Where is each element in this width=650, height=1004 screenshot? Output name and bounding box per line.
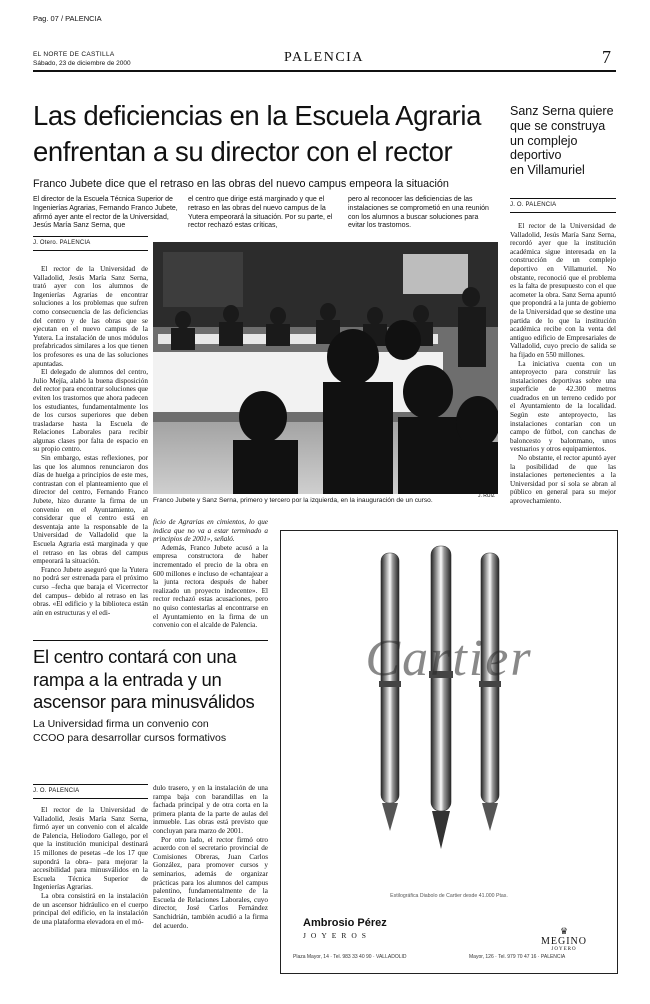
main-byline-rule-2: [33, 250, 148, 251]
pens-illustration: [281, 531, 617, 891]
second-headline-line: rampa a la entrada y un: [33, 668, 222, 690]
page-number: 7: [602, 47, 611, 67]
main-headline-line2: enfrentan a su director con el rector: [33, 136, 453, 167]
shop2-sub: JOYERO: [551, 947, 577, 952]
paragraph: dulo trasero, y en la instalación de una rampa baja con barandillas en la fachada principal y de otra corta en la primera planta de la parte de aulas del inmueble. Las obras está previsto que concluyan para marzo de 2001.: [153, 784, 268, 835]
shop1-logo: [303, 917, 387, 940]
photo-credit: J. RUIZ: [478, 493, 495, 499]
main-headline-line1: Las deficiencias en la Escuela Agraria: [33, 100, 481, 131]
paragraph: Sin embargo, estas reflexiones, por las que los alumnos renunciaron dos días de huelga a principios de este mes, contrastan con el planteamiento que el director del centro, Fernando Franco Jubete, hizo durante la firma de un convenio en el Ayuntamiento, al considerar que el centro está en desventaja ante la responsable de la Universidad de Valladolid que la Escuela Agraria está marginada y que el retraso en las obras del campus empeorará la situación.: [33, 454, 148, 566]
second-story-rule: [33, 640, 268, 641]
photo-scene: [153, 242, 498, 494]
second-subhead-line: CCOO para desarrollar cursos formativos: [33, 731, 227, 744]
second-byline: J. O. PALENCIA: [33, 788, 80, 794]
side-byline: J. O. PALENCIA: [510, 202, 557, 208]
pen-center: [429, 546, 453, 849]
second-byline-rule: [33, 784, 148, 785]
side-headline: [510, 104, 614, 178]
second-headline: [33, 646, 255, 714]
shop2-logo: [529, 927, 599, 952]
cartier-logo: Cartier: [365, 630, 533, 687]
shop2-address: Mayor, 126 · Tel. 979 70 47 16 · PALENCIA: [469, 954, 566, 960]
second-subhead: [33, 718, 226, 745]
main-subhead: Franco Jubete dice que el retraso en las obras del nuevo campus empeora la situación: [33, 178, 449, 190]
second-headline-line: El centro contará con una: [33, 646, 237, 667]
paragraph: No obstante, el rector apuntó ayer la posibilidad de que las instalaciones pertenecientes a la Universidad por sí sola se abran al público en general para su mejor aprovechamiento.: [510, 454, 616, 505]
side-headline-line: deportivo: [510, 148, 562, 163]
paragraph: Franco Jubete aseguró que la Yutera no podrá ser estrenada para el próximo curso –fecha que baraja el Vicerrector del campus– debido al retraso en las obras. «El edificio y la biblioteca están aún en estructuras y el edi-: [33, 565, 148, 617]
issue-date: Sábado, 23 de diciembre de 2000: [33, 60, 131, 67]
paragraph: ficio de Agrarias en cimientos, lo que indica que no va a estar terminado a principios de 2001», señaló.: [153, 518, 268, 544]
pen-right: [479, 553, 501, 831]
paragraph: El rector de la Universidad de Valladolid, Jesús María Sanz Serna, firmó ayer un convenio con el alcalde de Palencia, Heliodoro Gallego, por el que la institución municipal destinará 15 millones de pesetas –de los 17 que supondrá la obra– para mejorar la accesibilidad para minusválidos en la Escuela Técnica Superior de Ingenierías Agrarias.: [33, 806, 148, 892]
header-rule: [33, 70, 616, 72]
paragraph: El delegado de alumnos del centro, Julio Mejía, alabó la buena disposición del rector para encontrar soluciones que eviten los trastornos que ahora padecen los estudiantes, fundamentalmente los de los cursos superiores que deben trasladarse hasta la Escuela de Relaciones Laborales para recibir algunas clases por falta de espacio en su propio centro.: [33, 368, 148, 454]
section-title: PALENCIA: [284, 50, 364, 65]
crown-icon: ♛: [559, 926, 569, 936]
side-headline-line: Sanz Serna quiere: [510, 104, 614, 118]
second-col-a: [33, 806, 148, 974]
pen-left: [379, 553, 401, 831]
main-byline-rule: [33, 236, 148, 237]
paragraph: El rector de la Universidad de Valladolid, Jesús María Sanz Serna, trató ayer con los alumnos de Ingenierías Agrarias de encontrar soluciones a los problemas que sufren como consecuencia de las deficiencias del centro y de las obras que se ejecutan en el nuevo campus de la Yutera. La instalación de unos módulos prefabricados similares a los que tienen los profesores es una de las soluciones apuntadas.: [33, 265, 148, 368]
ad-caption: Estilográfica Diabolo de Cartier desde 41.000 Ptas.: [390, 893, 508, 899]
main-col-b: [153, 518, 268, 636]
main-col-a: [33, 265, 148, 635]
paragraph: La iniciativa cuenta con un anteproyecto para construir las instalaciones deportivas sobre una superficie de 42.300 metros cuadrados en un terreno cedido por el Ayuntamiento de la localidad. Según este anteproyecto, las instalaciones contarían con un campo de fútbol, con canchas de baloncesto y balonmano, unos vestuarios y otros equipamientos.: [510, 359, 616, 454]
second-byline-rule-2: [33, 798, 148, 799]
news-photo: [153, 242, 498, 494]
side-headline-line: que se construya: [510, 118, 606, 133]
second-col-b: [153, 784, 268, 974]
side-byline-rule: [510, 198, 616, 199]
side-byline-rule-2: [510, 212, 616, 213]
paragraph: Además, Franco Jubete acusó a la empresa constructora de haber incrementado el precio de la obra en 600 millones e incluso de «chantajear a la junta rectora después de haber realizado un proyecto indecente». El rector rechazó estas acusaciones, pero no quiso contestarlas al encontrarse en el Ayuntamiento en la firma de un convenio con el alcalde de Palencia.: [153, 543, 268, 630]
shop2-name: MEGINO: [541, 936, 587, 947]
shop1-name: Ambrosio Pérez: [303, 917, 387, 929]
shop1-address: Plaza Mayor, 14 · Tel. 983 33 40 90 · VALLADOLID: [293, 954, 407, 960]
shop1-sub: JOYEROS: [303, 931, 371, 940]
main-byline: J. Otero. PALENCIA: [33, 240, 91, 246]
second-headline-line: ascensor para minusválidos: [33, 691, 255, 712]
side-headline-line: en Villamuriel: [510, 163, 585, 178]
photo-caption: Franco Jubete y Sanz Serna, primero y tercero por la izquierda, en la inauguración de un curso.: [153, 497, 433, 504]
side-headline-line: un complejo: [510, 133, 578, 148]
side-body: [510, 222, 616, 520]
paper-name: EL NORTE DE CASTILLA: [33, 51, 115, 58]
paragraph: La obra consistirá en la instalación de un ascensor hidráulico en el cuerpo principal del edificio, en la instalación de una plataforma elevadora en el mó-: [33, 891, 148, 926]
lead-col-3: pero al reconocer las deficiencias de las instalaciones se comprometió en una reunión con los alumnos a buscar soluciones para evitar los trastornos.: [348, 196, 489, 230]
second-subhead-line: La Universidad firma un convenio con: [33, 718, 209, 730]
lead-col-1: El director de la Escuela Técnica Superior de Ingenierías Agrarias, Fernando Franco Jubete, afirmó ayer ante el rector de la Universidad, Jesús María Sanz Serna, que: [33, 196, 178, 230]
page-tag: Pag. 07 / PALENCIA: [33, 14, 102, 23]
lead-col-2: el centro que dirige está marginado y que el retraso en las obras del nuevo campus de la Yutera empeorará la situación. Por su parte, el rector rechazó estas críticas,: [188, 196, 333, 230]
paragraph: Por otro lado, el rector firmó otro acuerdo con el secretario provincial de Comisiones Obreras, Juan Carlos González, para promover cursos y seminarios, además de organizar prácticas para los alumnos del campus palentino, fundamentalmente de la Escuela de Relaciones Laborales, cuyo director, José Carlos Fernández Sanchidrián, también acudió a la firma del acuerdo.: [153, 835, 268, 930]
cartier-ad: [280, 530, 618, 974]
paragraph: El rector de la Universidad de Valladolid, Jesús María Sanz Serna, recordó ayer que la institución académica sigue interesada en la construcción de un complejo deportivo en Villamuriel. No obstante, reconoció que el problema es la falta de presupuesto con el que acometer la obra. Sanz Serna apuntó que propondrá a la junta de gobierno de la Universidad que se destine una partida de lo que la institución académica recibe con la venta del antiguo edificio de Empresariales de Valladolid, cuyo precio de salida se ha fijado en 550 millones.: [510, 222, 616, 359]
